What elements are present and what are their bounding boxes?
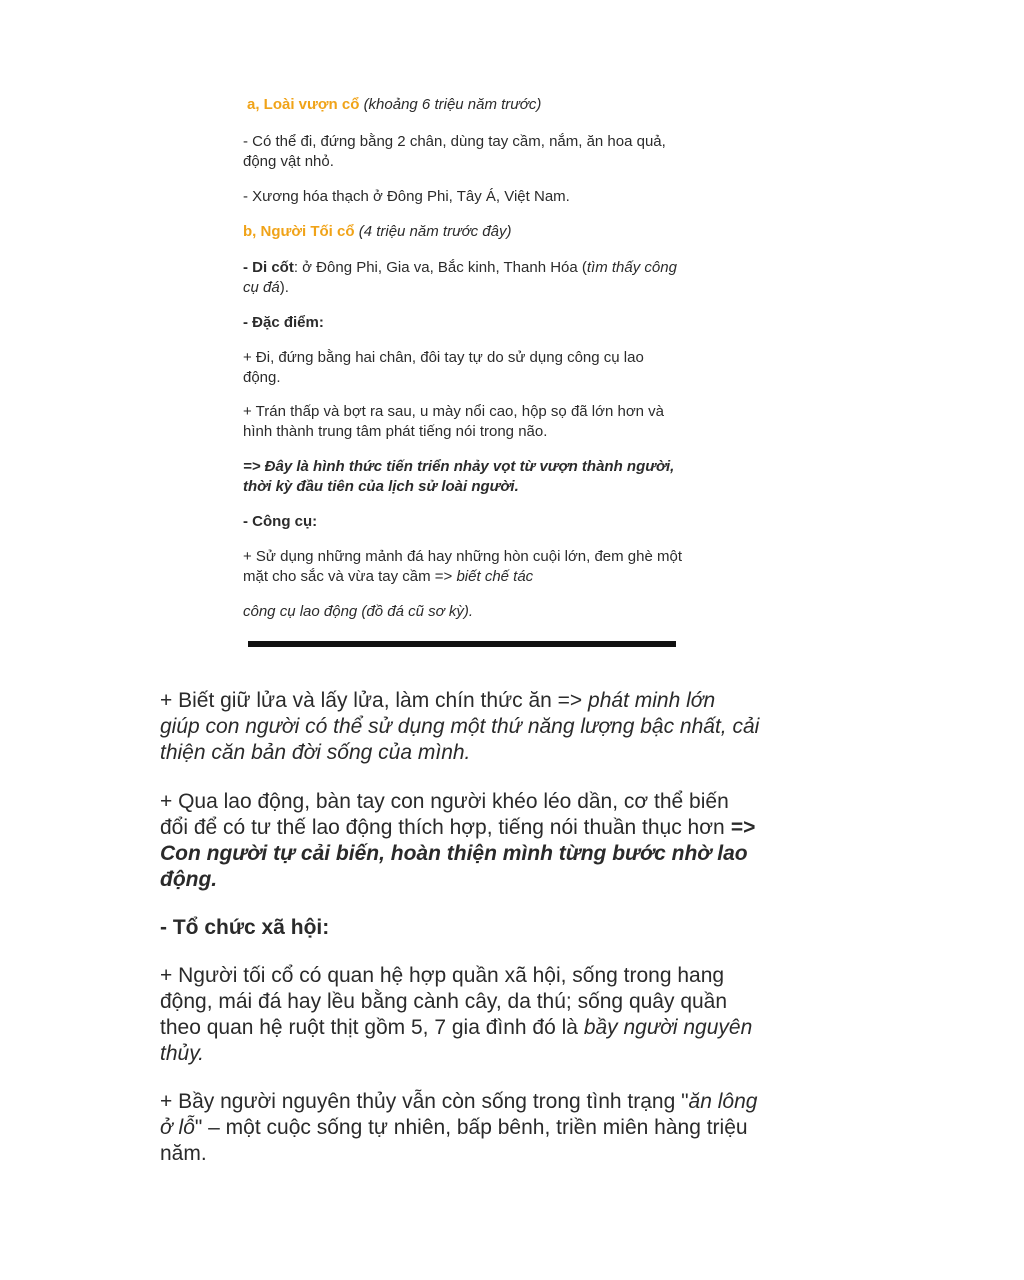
dicot-text: : ở Đông Phi, Gia va, Bắc kinh, Thanh Hóa ( (293, 259, 587, 276)
section-a-para-2: - Xương hóa thạch ở Đông Phi, Tây Á, Việt Nam. (243, 188, 570, 205)
section-a-title (247, 95, 687, 115)
congcu-italic: biết chế tác (456, 568, 534, 585)
congcu-text: + Sử dụng những mảnh đá hay những hòn cuội lớn, đem ghè một mặt cho sắc và vừa tay cầm => (243, 548, 682, 585)
p4-text-1: + Bầy người nguyên thủy vẫn còn sống trong tình trạng " (160, 1090, 689, 1113)
bottom-para-2 (160, 789, 760, 893)
p2-bold: => Con người tự cải biến, hoàn thiện mình từng bước nhờ lao động. (160, 816, 756, 891)
bottom-para-4 (160, 1089, 760, 1167)
p2-text: + Qua lao động, bàn tay con người khéo léo dần, cơ thể biến đổi để có tư thế lao động thích hợp, tiếng nói thuần thục hơn (160, 790, 731, 839)
p1-italic: phát minh lớn giúp con người có thể sử dụng một thứ năng lượng bậc nhất, cải thiện căn bản đời sống của mình. (160, 689, 760, 764)
divider-rule (248, 641, 676, 647)
dacdiem-label: - Đặc điểm: (243, 314, 324, 331)
dicot-end: ). (279, 279, 289, 296)
dicot-italic: tìm thấy công cụ đá (243, 259, 677, 296)
dicot-para (243, 258, 683, 298)
dacdiem-para-1: + Đi, đứng bằng hai chân, đôi tay tự do sử dụng công cụ lao động. (243, 349, 644, 386)
p4-italic: ăn lông ở lỗ (160, 1090, 758, 1139)
section-b-time: (4 triệu năm trước đây) (358, 223, 512, 240)
p3-italic: bầy người nguyên thủy. (160, 1016, 753, 1065)
congcu-para-2: công cụ lao động (đồ đá cũ sơ kỳ). (243, 603, 474, 620)
congcu-para-1 (243, 547, 683, 587)
p1-text: + Biết giữ lửa và lấy lửa, làm chín thức ăn => (160, 689, 589, 712)
dacdiem-para-2: + Trán thấp và bợt ra sau, u mày nổi cao, hộp sọ đã lớn hơn và hình thành trung tâm phát tiếng nói trong não. (243, 403, 665, 440)
section-b-heading: b, Người Tối cổ (243, 223, 355, 240)
bottom-para-1 (160, 688, 760, 766)
dicot-label: - Di cốt (243, 259, 294, 276)
to-chuc-label: - Tổ chức xã hội: (160, 916, 330, 939)
section-a-time: (khoảng 6 triệu năm trước) (363, 96, 542, 113)
section-b-title (243, 222, 683, 242)
p3-text: + Người tối cổ có quan hệ hợp quần xã hội, sống trong hang động, mái đá hay lều bằng cành cây, da thú; sống quây quần theo quan hệ ruột thịt gồm 5, 7 gia đình đó là (160, 964, 728, 1039)
congcu-label: - Công cụ: (243, 513, 318, 530)
conclusion-para: => Đây là hình thức tiến triển nhảy vọt từ vượn thành người, thời kỳ đầu tiên của lịch sử loài người. (243, 458, 675, 495)
section-a-para-1: - Có thể đi, đứng bằng 2 chân, dùng tay cầm, nắm, ăn hoa quả, động vật nhỏ. (243, 133, 666, 170)
p4-text-2: " – một cuộc sống tự nhiên, bấp bênh, triền miên hàng triệu năm. (160, 1116, 748, 1165)
bottom-para-3 (160, 963, 760, 1067)
section-a-heading: a, Loài vượn cổ (247, 96, 360, 113)
